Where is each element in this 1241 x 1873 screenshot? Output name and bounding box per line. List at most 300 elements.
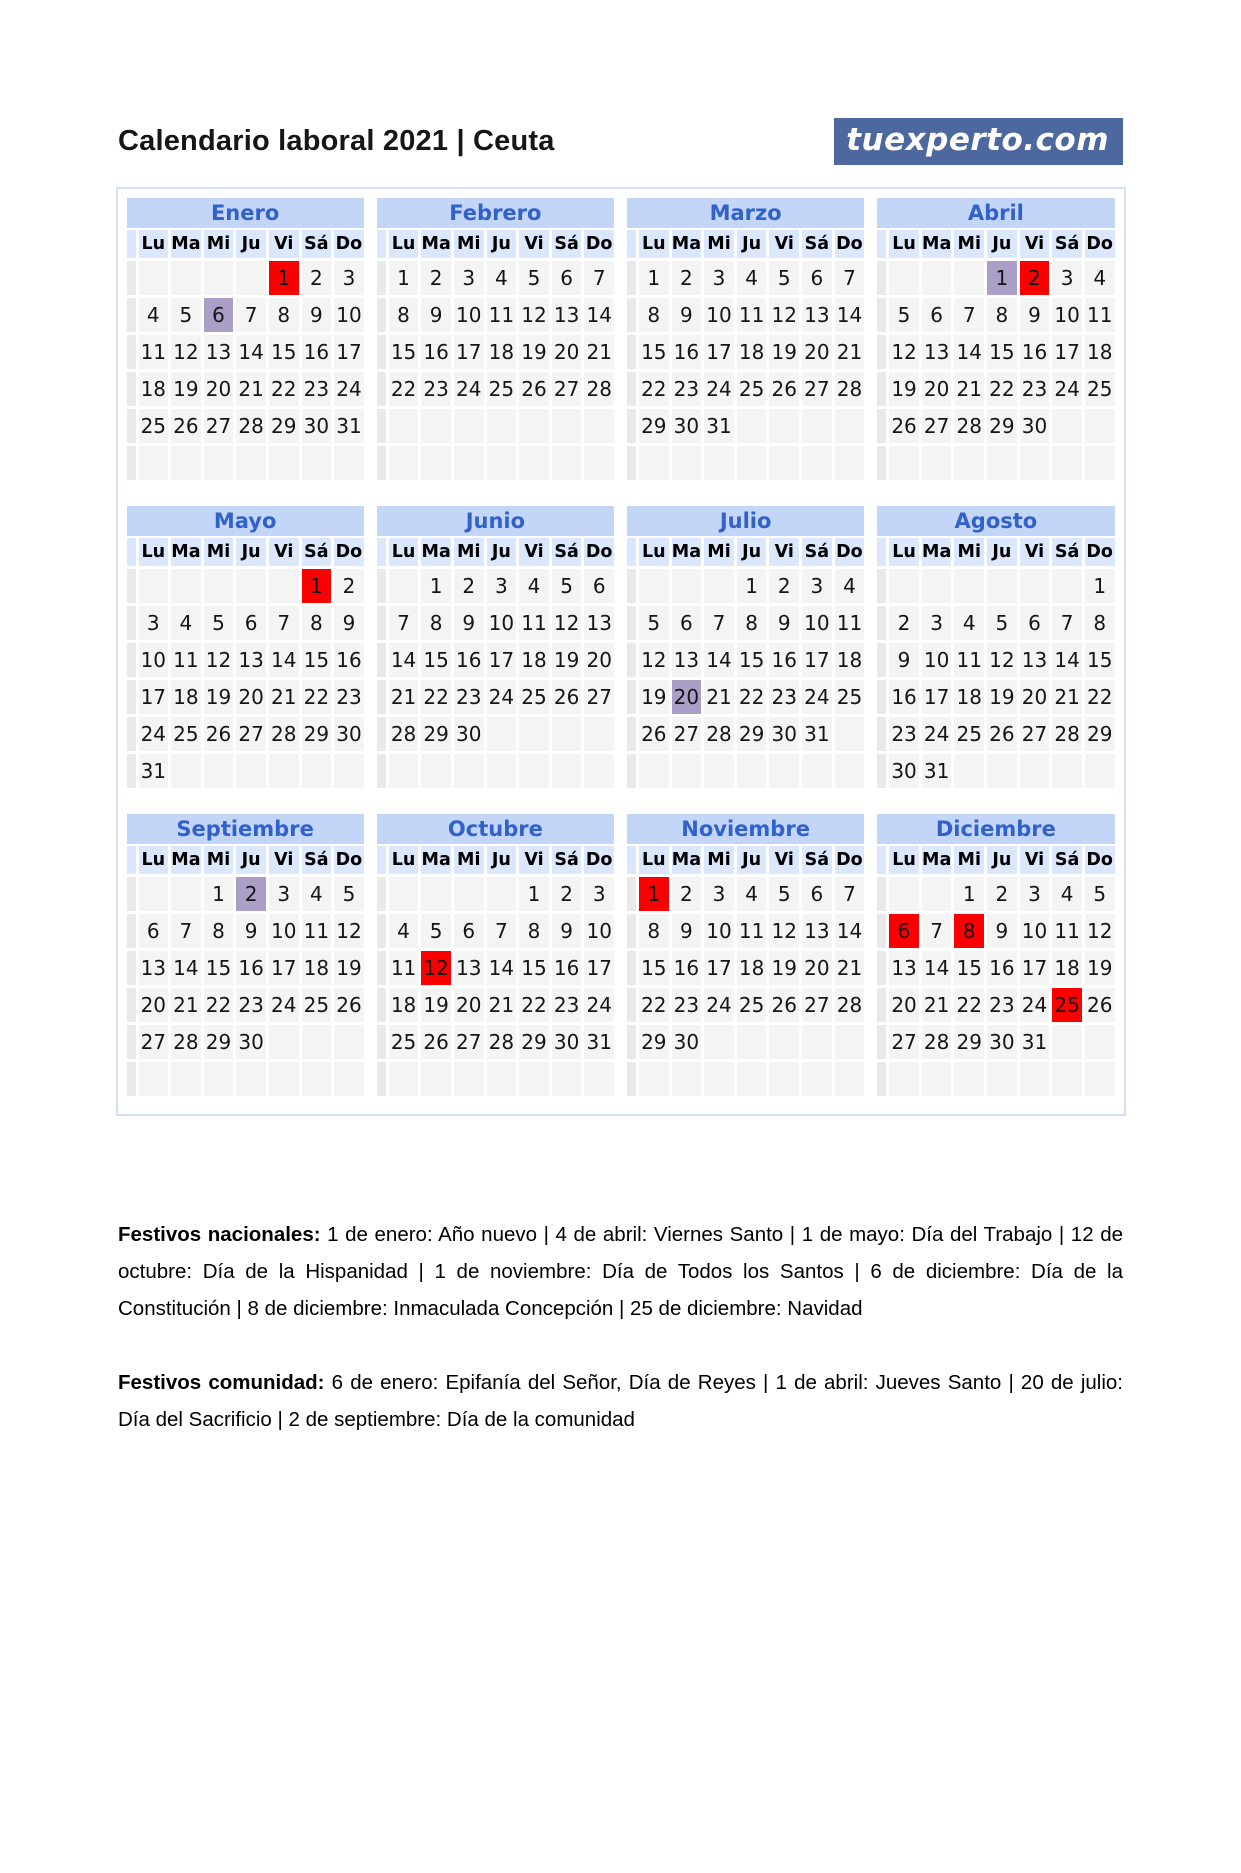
- day-cell: 30: [1020, 409, 1050, 443]
- day-cell: 10: [704, 298, 734, 332]
- weekday-label: Lu: [139, 846, 169, 874]
- day-cell: 11: [139, 335, 169, 369]
- day-cell: 16: [672, 951, 702, 985]
- day-cell: 28: [584, 372, 614, 406]
- day-cell: 6: [802, 261, 832, 295]
- week-row-spacer: [877, 446, 886, 480]
- day-cell: 11: [737, 914, 767, 948]
- day-cell: 24: [334, 372, 364, 406]
- empty-day-cell: [922, 569, 952, 603]
- empty-day-cell: [954, 1062, 984, 1096]
- week-row-spacer: [127, 717, 136, 751]
- empty-day-cell: [1085, 754, 1115, 788]
- day-cell: 19: [421, 988, 451, 1022]
- day-cell: 1: [1085, 569, 1115, 603]
- month-grid-agosto: [877, 538, 1114, 788]
- day-cell: 23: [672, 372, 702, 406]
- week-row-spacer: [877, 606, 886, 640]
- empty-day-cell: [171, 754, 201, 788]
- weekday-label: Mi: [204, 538, 234, 566]
- empty-day-cell: [954, 446, 984, 480]
- day-cell: 19: [519, 335, 549, 369]
- day-cell: 7: [922, 914, 952, 948]
- day-cell-community-holiday: 1: [987, 261, 1017, 295]
- day-cell: 18: [1085, 335, 1115, 369]
- day-cell: 3: [1052, 261, 1082, 295]
- day-cell: 3: [802, 569, 832, 603]
- month-title-mayo: Mayo: [127, 506, 364, 536]
- day-cell: 23: [552, 988, 582, 1022]
- empty-day-cell: [835, 1025, 865, 1059]
- day-cell: 12: [1085, 914, 1115, 948]
- empty-day-cell: [922, 446, 952, 480]
- week-row-spacer: [377, 754, 386, 788]
- day-cell: 20: [802, 335, 832, 369]
- month-title-noviembre: Noviembre: [627, 814, 864, 844]
- day-cell: 21: [954, 372, 984, 406]
- week-row-spacer: [627, 335, 636, 369]
- empty-day-cell: [1085, 446, 1115, 480]
- day-cell: 11: [302, 914, 332, 948]
- empty-day-cell: [421, 754, 451, 788]
- empty-day-cell: [1020, 754, 1050, 788]
- empty-day-cell: [487, 409, 517, 443]
- weekday-label: Ju: [236, 538, 266, 566]
- day-cell: 26: [889, 409, 919, 443]
- day-cell: 9: [302, 298, 332, 332]
- day-cell: 28: [389, 717, 419, 751]
- empty-day-cell: [269, 569, 299, 603]
- day-cell: 9: [672, 298, 702, 332]
- weekday-label: Ma: [171, 538, 201, 566]
- month-grid-junio: [377, 538, 614, 788]
- weekday-label: Do: [835, 230, 865, 258]
- day-cell: 26: [519, 372, 549, 406]
- day-cell: 14: [1052, 643, 1082, 677]
- day-cell: 2: [552, 877, 582, 911]
- day-cell: 18: [487, 335, 517, 369]
- day-cell: 27: [889, 1025, 919, 1059]
- page-title: Calendario laboral 2021 | Ceuta: [118, 125, 555, 157]
- day-cell: 26: [769, 988, 799, 1022]
- empty-day-cell: [1052, 1025, 1082, 1059]
- weekday-label: Ma: [672, 230, 702, 258]
- day-cell: 4: [1085, 261, 1115, 295]
- weekday-row-spacer: [627, 230, 636, 258]
- day-cell: 20: [236, 680, 266, 714]
- day-cell-national-holiday: 6: [889, 914, 919, 948]
- day-cell: 1: [421, 569, 451, 603]
- day-cell: 10: [704, 914, 734, 948]
- day-cell: 10: [269, 914, 299, 948]
- empty-day-cell: [802, 409, 832, 443]
- empty-day-cell: [672, 569, 702, 603]
- weekday-label: Mi: [704, 846, 734, 874]
- day-cell: 6: [236, 606, 266, 640]
- day-cell: 29: [987, 409, 1017, 443]
- day-cell: 16: [334, 643, 364, 677]
- day-cell: 23: [454, 680, 484, 714]
- month-grid-mayo: [127, 538, 364, 788]
- day-cell: 3: [487, 569, 517, 603]
- day-cell: 8: [639, 298, 669, 332]
- day-cell: 1: [954, 877, 984, 911]
- month-calendar-diciembre: [877, 814, 1114, 1096]
- weekday-label: Sá: [802, 538, 832, 566]
- day-cell: 24: [269, 988, 299, 1022]
- weekday-label: Sá: [1052, 538, 1082, 566]
- day-cell: 5: [334, 877, 364, 911]
- weekday-label: Do: [584, 538, 614, 566]
- empty-day-cell: [1052, 1062, 1082, 1096]
- day-cell: 24: [704, 988, 734, 1022]
- empty-day-cell: [519, 409, 549, 443]
- weekday-label: Lu: [889, 846, 919, 874]
- day-cell: 17: [704, 335, 734, 369]
- empty-day-cell: [454, 1062, 484, 1096]
- weekday-label: Vi: [1020, 846, 1050, 874]
- empty-day-cell: [139, 1062, 169, 1096]
- weekday-label: Ju: [737, 538, 767, 566]
- empty-day-cell: [389, 409, 419, 443]
- day-cell: 4: [835, 569, 865, 603]
- empty-day-cell: [269, 1025, 299, 1059]
- day-cell: 23: [421, 372, 451, 406]
- week-row-spacer: [627, 261, 636, 295]
- day-cell: 22: [302, 680, 332, 714]
- empty-day-cell: [1020, 569, 1050, 603]
- week-row-spacer: [377, 261, 386, 295]
- national-holidays-paragraph: [118, 1216, 1123, 1327]
- day-cell: 27: [584, 680, 614, 714]
- day-cell: 6: [552, 261, 582, 295]
- weekday-row-spacer: [377, 538, 386, 566]
- empty-day-cell: [737, 446, 767, 480]
- month-calendar-agosto: [877, 506, 1114, 788]
- day-cell: 13: [922, 335, 952, 369]
- month-calendar-septiembre: [127, 814, 364, 1096]
- weekday-label: Sá: [552, 230, 582, 258]
- week-row-spacer: [627, 446, 636, 480]
- weekday-row-spacer: [377, 846, 386, 874]
- day-cell: 24: [454, 372, 484, 406]
- empty-day-cell: [835, 754, 865, 788]
- weekday-row-spacer: [127, 230, 136, 258]
- day-cell: 17: [269, 951, 299, 985]
- day-cell: 31: [704, 409, 734, 443]
- weekday-label: Ju: [737, 230, 767, 258]
- empty-day-cell: [139, 569, 169, 603]
- week-row-spacer: [627, 951, 636, 985]
- day-cell: 16: [672, 335, 702, 369]
- national-holidays-label: Festivos nacionales:: [118, 1223, 321, 1246]
- weekday-label: Vi: [269, 846, 299, 874]
- weekday-label: Mi: [954, 538, 984, 566]
- day-cell: 2: [672, 877, 702, 911]
- empty-day-cell: [204, 754, 234, 788]
- day-cell: 10: [584, 914, 614, 948]
- week-row-spacer: [127, 914, 136, 948]
- week-row-spacer: [127, 1025, 136, 1059]
- empty-day-cell: [487, 717, 517, 751]
- empty-day-cell: [922, 877, 952, 911]
- week-row-spacer: [877, 569, 886, 603]
- empty-day-cell: [552, 717, 582, 751]
- day-cell: 1: [389, 261, 419, 295]
- empty-day-cell: [769, 1062, 799, 1096]
- day-cell: 27: [672, 717, 702, 751]
- empty-day-cell: [954, 261, 984, 295]
- day-cell: 10: [487, 606, 517, 640]
- weekday-label: Lu: [639, 230, 669, 258]
- day-cell-national-holiday: 12: [421, 951, 451, 985]
- day-cell-national-holiday: 1: [302, 569, 332, 603]
- empty-day-cell: [204, 1062, 234, 1096]
- day-cell: 14: [584, 298, 614, 332]
- empty-day-cell: [672, 754, 702, 788]
- day-cell: 26: [639, 717, 669, 751]
- day-cell: 11: [171, 643, 201, 677]
- day-cell: 30: [672, 1025, 702, 1059]
- day-cell: 11: [487, 298, 517, 332]
- week-row-spacer: [627, 1025, 636, 1059]
- day-cell: 29: [302, 717, 332, 751]
- day-cell: 7: [954, 298, 984, 332]
- empty-day-cell: [236, 754, 266, 788]
- empty-day-cell: [421, 1062, 451, 1096]
- day-cell: 21: [389, 680, 419, 714]
- day-cell-national-holiday: 2: [1020, 261, 1050, 295]
- day-cell: 5: [204, 606, 234, 640]
- empty-day-cell: [954, 569, 984, 603]
- day-cell: 27: [204, 409, 234, 443]
- day-cell: 30: [552, 1025, 582, 1059]
- weekday-row-spacer: [877, 230, 886, 258]
- day-cell: 14: [835, 298, 865, 332]
- day-cell: 22: [269, 372, 299, 406]
- day-cell: 17: [1052, 335, 1082, 369]
- weekday-label: Vi: [269, 538, 299, 566]
- empty-day-cell: [584, 446, 614, 480]
- weekday-label: Sá: [552, 846, 582, 874]
- weekday-label: Ma: [171, 230, 201, 258]
- day-cell: 30: [334, 717, 364, 751]
- month-title-agosto: Agosto: [877, 506, 1114, 536]
- week-row-spacer: [877, 335, 886, 369]
- day-cell: 2: [334, 569, 364, 603]
- weekday-label: Vi: [519, 538, 549, 566]
- day-cell: 9: [987, 914, 1017, 948]
- day-cell: 18: [1052, 951, 1082, 985]
- day-cell: 6: [139, 914, 169, 948]
- week-row-spacer: [627, 988, 636, 1022]
- weekday-label: Sá: [802, 846, 832, 874]
- day-cell: 24: [584, 988, 614, 1022]
- day-cell: 13: [802, 914, 832, 948]
- empty-day-cell: [454, 754, 484, 788]
- empty-day-cell: [389, 754, 419, 788]
- day-cell: 3: [1020, 877, 1050, 911]
- day-cell: 17: [584, 951, 614, 985]
- weekday-label: Do: [584, 846, 614, 874]
- community-holidays-label: Festivos comunidad:: [118, 1371, 325, 1394]
- day-cell: 11: [519, 606, 549, 640]
- day-cell: 18: [737, 335, 767, 369]
- weekday-label: Vi: [769, 230, 799, 258]
- weekday-label: Lu: [139, 230, 169, 258]
- empty-day-cell: [236, 446, 266, 480]
- day-cell: 14: [171, 951, 201, 985]
- day-cell: 28: [171, 1025, 201, 1059]
- weekday-label: Do: [334, 538, 364, 566]
- empty-day-cell: [769, 1025, 799, 1059]
- empty-day-cell: [672, 446, 702, 480]
- empty-day-cell: [922, 1062, 952, 1096]
- day-cell: 20: [139, 988, 169, 1022]
- day-cell: 22: [1085, 680, 1115, 714]
- month-title-febrero: Febrero: [377, 198, 614, 228]
- day-cell: 18: [835, 643, 865, 677]
- month-calendar-enero: [127, 198, 364, 480]
- day-cell: 17: [487, 643, 517, 677]
- week-row-spacer: [627, 409, 636, 443]
- day-cell: 8: [519, 914, 549, 948]
- day-cell: 21: [835, 335, 865, 369]
- day-cell: 20: [802, 951, 832, 985]
- empty-day-cell: [889, 569, 919, 603]
- weekday-label: Vi: [519, 846, 549, 874]
- national-holidays-list: 1 de enero: Año nuevo | 4 de abril: Viernes Santo | 1 de mayo: Día del Trabajo | 12 de octubre: Día de la Hispanidad | 1 de noviembre: Día de Todos los Santos | 6 de diciembre: Día de la Constitución | 8 de diciembre: Inmaculada Concepción | 25 de diciembre: Navidad: [118, 1223, 1123, 1320]
- day-cell: 6: [802, 877, 832, 911]
- day-cell: 5: [769, 261, 799, 295]
- day-cell: 8: [1085, 606, 1115, 640]
- day-cell: 25: [1085, 372, 1115, 406]
- empty-day-cell: [889, 261, 919, 295]
- day-cell: 24: [922, 717, 952, 751]
- day-cell: 29: [269, 409, 299, 443]
- week-row-spacer: [627, 914, 636, 948]
- empty-day-cell: [835, 409, 865, 443]
- day-cell: 20: [1020, 680, 1050, 714]
- day-cell: 30: [889, 754, 919, 788]
- day-cell: 7: [1052, 606, 1082, 640]
- empty-day-cell: [421, 409, 451, 443]
- day-cell: 26: [769, 372, 799, 406]
- empty-day-cell: [269, 754, 299, 788]
- day-cell: 15: [519, 951, 549, 985]
- empty-day-cell: [389, 446, 419, 480]
- week-row-spacer: [377, 446, 386, 480]
- day-cell: 7: [704, 606, 734, 640]
- weekday-label: Ma: [922, 846, 952, 874]
- empty-day-cell: [584, 1062, 614, 1096]
- empty-day-cell: [639, 754, 669, 788]
- empty-day-cell: [1020, 446, 1050, 480]
- weekday-label: Ma: [922, 230, 952, 258]
- week-row-spacer: [127, 988, 136, 1022]
- day-cell: 24: [1052, 372, 1082, 406]
- day-cell: 2: [302, 261, 332, 295]
- month-calendar-mayo: [127, 506, 364, 788]
- day-cell: 16: [987, 951, 1017, 985]
- day-cell: 21: [269, 680, 299, 714]
- month-grid-julio: [627, 538, 864, 788]
- day-cell: 26: [552, 680, 582, 714]
- day-cell: 12: [519, 298, 549, 332]
- empty-day-cell: [302, 1025, 332, 1059]
- community-holidays-paragraph: [118, 1364, 1123, 1438]
- empty-day-cell: [171, 446, 201, 480]
- week-row-spacer: [377, 988, 386, 1022]
- empty-day-cell: [737, 1062, 767, 1096]
- day-cell: 23: [769, 680, 799, 714]
- day-cell: 12: [204, 643, 234, 677]
- empty-day-cell: [1052, 409, 1082, 443]
- empty-day-cell: [421, 877, 451, 911]
- week-row-spacer: [377, 1025, 386, 1059]
- week-row-spacer: [127, 1062, 136, 1096]
- day-cell: 25: [519, 680, 549, 714]
- empty-day-cell: [922, 261, 952, 295]
- day-cell: 25: [835, 680, 865, 714]
- empty-day-cell: [236, 569, 266, 603]
- day-cell: 22: [519, 988, 549, 1022]
- weekday-label: Do: [1085, 846, 1115, 874]
- day-cell: 27: [922, 409, 952, 443]
- weekday-label: Ma: [421, 230, 451, 258]
- month-grid-marzo: [627, 230, 864, 480]
- empty-day-cell: [204, 261, 234, 295]
- weekday-label: Ju: [487, 846, 517, 874]
- day-cell: 21: [835, 951, 865, 985]
- day-cell: 31: [334, 409, 364, 443]
- day-cell: 1: [204, 877, 234, 911]
- day-cell: 26: [171, 409, 201, 443]
- day-cell: 15: [639, 335, 669, 369]
- week-row-spacer: [377, 680, 386, 714]
- day-cell: 13: [204, 335, 234, 369]
- week-row-spacer: [877, 409, 886, 443]
- week-row-spacer: [377, 914, 386, 948]
- day-cell: 11: [737, 298, 767, 332]
- day-cell: 9: [672, 914, 702, 948]
- empty-day-cell: [704, 569, 734, 603]
- weekday-label: Ju: [236, 846, 266, 874]
- community-holidays-list: 6 de enero: Epifanía del Señor, Día de Reyes | 1 de abril: Jueves Santo | 20 de julio: Día del Sacrificio | 2 de septiembre: Día de la comunidad: [118, 1371, 1123, 1431]
- day-cell: 15: [269, 335, 299, 369]
- month-title-marzo: Marzo: [627, 198, 864, 228]
- day-cell: 15: [954, 951, 984, 985]
- week-row-spacer: [377, 409, 386, 443]
- empty-day-cell: [236, 1062, 266, 1096]
- day-cell: 1: [639, 261, 669, 295]
- day-cell: 3: [922, 606, 952, 640]
- day-cell: 19: [639, 680, 669, 714]
- week-row-spacer: [377, 951, 386, 985]
- weekday-label: Lu: [139, 538, 169, 566]
- empty-day-cell: [1052, 569, 1082, 603]
- day-cell: 31: [802, 717, 832, 751]
- week-row-spacer: [127, 606, 136, 640]
- empty-day-cell: [269, 446, 299, 480]
- day-cell: 22: [737, 680, 767, 714]
- day-cell: 17: [802, 643, 832, 677]
- day-cell: 13: [584, 606, 614, 640]
- day-cell: 5: [171, 298, 201, 332]
- day-cell: 18: [737, 951, 767, 985]
- day-cell-community-holiday: 20: [672, 680, 702, 714]
- day-cell: 21: [236, 372, 266, 406]
